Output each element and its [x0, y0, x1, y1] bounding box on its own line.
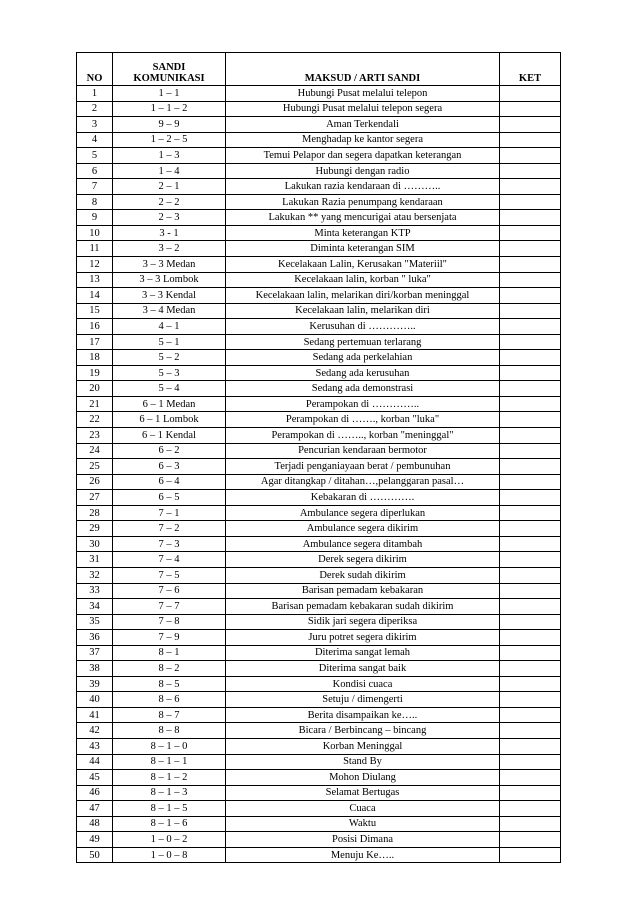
cell-ket	[500, 86, 561, 102]
cell-no: 5	[77, 148, 113, 164]
cell-ket	[500, 443, 561, 459]
cell-maksud: Temui Pelapor dan segera dapatkan keterangan	[226, 148, 500, 164]
cell-sandi: 7 – 7	[113, 599, 226, 615]
cell-maksud: Kecelakaan Lalin, Kerusakan "Materiil"	[226, 257, 500, 273]
cell-no: 27	[77, 490, 113, 506]
cell-sandi: 1 – 1 – 2	[113, 101, 226, 117]
cell-maksud: Sedang pertemuan terlarang	[226, 334, 500, 350]
table-row	[77, 412, 561, 428]
table-row	[77, 490, 561, 506]
table-row	[77, 801, 561, 817]
cell-maksud: Barisan pemadam kebakaran	[226, 583, 500, 599]
cell-sandi: 6 – 2	[113, 443, 226, 459]
cell-ket	[500, 583, 561, 599]
cell-sandi: 1 – 4	[113, 163, 226, 179]
cell-sandi: 8 – 1 – 0	[113, 738, 226, 754]
table-row	[77, 334, 561, 350]
table-row	[77, 194, 561, 210]
cell-sandi: 8 – 1 – 1	[113, 754, 226, 770]
cell-maksud: Perampokan di …………..	[226, 396, 500, 412]
cell-ket	[500, 225, 561, 241]
table-row	[77, 770, 561, 786]
cell-sandi: 4 – 1	[113, 319, 226, 335]
cell-maksud: Derek sudah dikirim	[226, 567, 500, 583]
table-row	[77, 210, 561, 226]
cell-ket	[500, 194, 561, 210]
cell-sandi: 3 – 4 Medan	[113, 303, 226, 319]
table-row	[77, 132, 561, 148]
cell-ket	[500, 257, 561, 273]
cell-no: 37	[77, 645, 113, 661]
cell-sandi: 5 – 3	[113, 365, 226, 381]
cell-ket	[500, 412, 561, 428]
cell-ket	[500, 599, 561, 615]
cell-maksud: Hubungi Pusat melalui telepon	[226, 86, 500, 102]
table-row	[77, 536, 561, 552]
cell-no: 12	[77, 257, 113, 273]
table-row	[77, 599, 561, 615]
cell-maksud: Ambulance segera ditambah	[226, 536, 500, 552]
cell-sandi: 7 – 6	[113, 583, 226, 599]
cell-ket	[500, 132, 561, 148]
table-row	[77, 723, 561, 739]
table-row	[77, 443, 561, 459]
cell-sandi: 8 – 1 – 2	[113, 770, 226, 786]
table-row	[77, 552, 561, 568]
cell-sandi: 1 – 2 – 5	[113, 132, 226, 148]
cell-maksud: Sidik jari segera diperiksa	[226, 614, 500, 630]
cell-maksud: Berita disampaikan ke…..	[226, 707, 500, 723]
cell-sandi: 3 – 3 Kendal	[113, 288, 226, 304]
cell-maksud: Kecelakaan lalin, korban " luka"	[226, 272, 500, 288]
cell-sandi: 7 – 3	[113, 536, 226, 552]
cell-ket	[500, 210, 561, 226]
cell-sandi: 1 – 3	[113, 148, 226, 164]
cell-maksud: Stand By	[226, 754, 500, 770]
cell-maksud: Setuju / dimengerti	[226, 692, 500, 708]
cell-maksud: Hubungi Pusat melalui telepon segera	[226, 101, 500, 117]
table-row	[77, 754, 561, 770]
cell-maksud: Diterima sangat baik	[226, 661, 500, 677]
cell-maksud: Posisi Dimana	[226, 832, 500, 848]
cell-no: 6	[77, 163, 113, 179]
table-row	[77, 583, 561, 599]
cell-ket	[500, 163, 561, 179]
cell-sandi: 6 – 1 Medan	[113, 396, 226, 412]
table-row	[77, 381, 561, 397]
cell-maksud: Pencurian kendaraan bermotor	[226, 443, 500, 459]
cell-maksud: Barisan pemadam kebakaran sudah dikirim	[226, 599, 500, 615]
cell-sandi: 1 – 1	[113, 86, 226, 102]
table-row	[77, 521, 561, 537]
cell-maksud: Sedang ada perkelahian	[226, 350, 500, 366]
cell-ket	[500, 117, 561, 133]
cell-maksud: Kondisi cuaca	[226, 676, 500, 692]
cell-sandi: 2 – 2	[113, 194, 226, 210]
cell-sandi: 8 – 1 – 6	[113, 816, 226, 832]
table-row	[77, 117, 561, 133]
cell-maksud: Derek segera dikirim	[226, 552, 500, 568]
cell-ket	[500, 552, 561, 568]
table-row	[77, 474, 561, 490]
table-row	[77, 785, 561, 801]
cell-no: 26	[77, 474, 113, 490]
cell-maksud: Cuaca	[226, 801, 500, 817]
radio-code-table	[76, 52, 561, 863]
cell-maksud: Perampokan di ……., korban "luka"	[226, 412, 500, 428]
cell-ket	[500, 785, 561, 801]
cell-sandi: 1 – 0 – 2	[113, 832, 226, 848]
cell-no: 48	[77, 816, 113, 832]
cell-ket	[500, 614, 561, 630]
cell-no: 42	[77, 723, 113, 739]
cell-no: 15	[77, 303, 113, 319]
table-row	[77, 148, 561, 164]
table-row	[77, 459, 561, 475]
cell-maksud: Kecelakaan lalin, melarikan diri	[226, 303, 500, 319]
cell-maksud: Terjadi penganiayaan berat / pembunuhan	[226, 459, 500, 475]
table-row	[77, 272, 561, 288]
cell-maksud: Kecelakaan lalin, melarikan diri/korban meninggal	[226, 288, 500, 304]
cell-sandi: 8 – 2	[113, 661, 226, 677]
cell-sandi: 6 – 4	[113, 474, 226, 490]
cell-maksud: Menuju Ke…..	[226, 847, 500, 863]
cell-no: 10	[77, 225, 113, 241]
cell-sandi: 3 – 3 Lombok	[113, 272, 226, 288]
cell-ket	[500, 847, 561, 863]
cell-ket	[500, 350, 561, 366]
cell-no: 24	[77, 443, 113, 459]
cell-ket	[500, 738, 561, 754]
cell-maksud: Aman Terkendali	[226, 117, 500, 133]
cell-no: 29	[77, 521, 113, 537]
table-row	[77, 257, 561, 273]
cell-no: 47	[77, 801, 113, 817]
cell-maksud: Ambulance segera dikirim	[226, 521, 500, 537]
cell-sandi: 9 – 9	[113, 117, 226, 133]
cell-sandi: 3 – 2	[113, 241, 226, 257]
cell-maksud: Diminta keterangan SIM	[226, 241, 500, 257]
cell-no: 7	[77, 179, 113, 195]
table-header	[77, 53, 561, 86]
cell-ket	[500, 567, 561, 583]
table-row	[77, 319, 561, 335]
header-sandi-line1: SANDI	[152, 62, 186, 73]
cell-no: 18	[77, 350, 113, 366]
cell-ket	[500, 381, 561, 397]
table-row	[77, 428, 561, 444]
cell-no: 49	[77, 832, 113, 848]
cell-ket	[500, 148, 561, 164]
cell-sandi: 8 – 8	[113, 723, 226, 739]
cell-no: 45	[77, 770, 113, 786]
table-row	[77, 630, 561, 646]
header-maksud: MAKSUD / ARTI SANDI	[226, 53, 500, 86]
cell-no: 22	[77, 412, 113, 428]
cell-no: 21	[77, 396, 113, 412]
table-row	[77, 350, 561, 366]
cell-sandi: 7 – 1	[113, 505, 226, 521]
cell-sandi: 7 – 9	[113, 630, 226, 646]
cell-ket	[500, 365, 561, 381]
cell-ket	[500, 288, 561, 304]
table-row	[77, 661, 561, 677]
table-row	[77, 738, 561, 754]
cell-maksud: Sedang ada kerusuhan	[226, 365, 500, 381]
cell-maksud: Korban Meninggal	[226, 738, 500, 754]
cell-sandi: 5 – 1	[113, 334, 226, 350]
cell-sandi: 7 – 8	[113, 614, 226, 630]
cell-ket	[500, 396, 561, 412]
cell-ket	[500, 428, 561, 444]
table-row	[77, 288, 561, 304]
cell-ket	[500, 101, 561, 117]
cell-maksud: Selamat Bertugas	[226, 785, 500, 801]
cell-sandi: 5 – 2	[113, 350, 226, 366]
cell-ket	[500, 459, 561, 475]
cell-no: 32	[77, 567, 113, 583]
cell-no: 4	[77, 132, 113, 148]
cell-ket	[500, 630, 561, 646]
cell-sandi: 8 – 1 – 5	[113, 801, 226, 817]
cell-ket	[500, 707, 561, 723]
cell-ket	[500, 723, 561, 739]
cell-maksud: Kebakaran di ………….	[226, 490, 500, 506]
cell-sandi: 3 – 3 Medan	[113, 257, 226, 273]
cell-no: 3	[77, 117, 113, 133]
header-row	[77, 53, 561, 86]
cell-no: 13	[77, 272, 113, 288]
cell-no: 9	[77, 210, 113, 226]
cell-ket	[500, 272, 561, 288]
cell-ket	[500, 536, 561, 552]
cell-no: 33	[77, 583, 113, 599]
cell-no: 14	[77, 288, 113, 304]
cell-maksud: Lakukan razia kendaraan di ………..	[226, 179, 500, 195]
cell-no: 39	[77, 676, 113, 692]
table-row	[77, 303, 561, 319]
cell-maksud: Mohon Diulang	[226, 770, 500, 786]
cell-no: 34	[77, 599, 113, 615]
cell-no: 20	[77, 381, 113, 397]
cell-sandi: 1 – 0 – 8	[113, 847, 226, 863]
cell-ket	[500, 770, 561, 786]
table-row	[77, 707, 561, 723]
cell-maksud: Lakukan Razia penumpang kendaraan	[226, 194, 500, 210]
table-row	[77, 101, 561, 117]
table-row	[77, 163, 561, 179]
cell-sandi: 7 – 2	[113, 521, 226, 537]
cell-sandi: 8 – 7	[113, 707, 226, 723]
table-row	[77, 614, 561, 630]
cell-no: 46	[77, 785, 113, 801]
cell-no: 36	[77, 630, 113, 646]
cell-sandi: 6 – 3	[113, 459, 226, 475]
cell-no: 43	[77, 738, 113, 754]
cell-ket	[500, 505, 561, 521]
cell-sandi: 2 – 3	[113, 210, 226, 226]
cell-ket	[500, 816, 561, 832]
cell-sandi: 6 – 5	[113, 490, 226, 506]
cell-ket	[500, 754, 561, 770]
cell-sandi: 6 – 1 Lombok	[113, 412, 226, 428]
table-body	[77, 86, 561, 863]
cell-no: 28	[77, 505, 113, 521]
cell-ket	[500, 334, 561, 350]
cell-no: 1	[77, 86, 113, 102]
cell-maksud: Diterima sangat lemah	[226, 645, 500, 661]
cell-ket	[500, 801, 561, 817]
table-row	[77, 847, 561, 863]
cell-maksud: Minta keterangan KTP	[226, 225, 500, 241]
cell-ket	[500, 319, 561, 335]
header-no: NO	[77, 53, 113, 86]
table-row	[77, 645, 561, 661]
table-row	[77, 832, 561, 848]
table-row	[77, 692, 561, 708]
cell-ket	[500, 645, 561, 661]
cell-maksud: Ambulance segera diperlukan	[226, 505, 500, 521]
header-sandi-komunikasi	[113, 53, 226, 86]
cell-ket	[500, 303, 561, 319]
cell-sandi: 8 – 1	[113, 645, 226, 661]
cell-maksud: Agar ditangkap / ditahan…,pelanggaran pasal…	[226, 474, 500, 490]
cell-no: 40	[77, 692, 113, 708]
cell-maksud: Perampokan di …….., korban "meninggal"	[226, 428, 500, 444]
cell-ket	[500, 179, 561, 195]
cell-no: 8	[77, 194, 113, 210]
cell-maksud: Hubungi dengan radio	[226, 163, 500, 179]
cell-no: 50	[77, 847, 113, 863]
cell-ket	[500, 241, 561, 257]
header-ket: KET	[500, 53, 561, 86]
table-row	[77, 505, 561, 521]
cell-maksud: Bicara / Berbincang – bincang	[226, 723, 500, 739]
cell-no: 2	[77, 101, 113, 117]
cell-no: 31	[77, 552, 113, 568]
table-row	[77, 365, 561, 381]
table-row	[77, 567, 561, 583]
cell-sandi: 8 – 5	[113, 676, 226, 692]
cell-maksud: Juru potret segera dikirim	[226, 630, 500, 646]
cell-maksud: Lakukan ** yang mencurigai atau bersenjata	[226, 210, 500, 226]
cell-no: 30	[77, 536, 113, 552]
table-row	[77, 179, 561, 195]
cell-maksud: Menghadap ke kantor segera	[226, 132, 500, 148]
cell-maksud: Kerusuhan di …………..	[226, 319, 500, 335]
cell-ket	[500, 490, 561, 506]
cell-no: 35	[77, 614, 113, 630]
cell-ket	[500, 676, 561, 692]
table-row	[77, 225, 561, 241]
cell-sandi: 8 – 6	[113, 692, 226, 708]
cell-sandi: 5 – 4	[113, 381, 226, 397]
table-row	[77, 396, 561, 412]
cell-ket	[500, 661, 561, 677]
cell-no: 44	[77, 754, 113, 770]
cell-no: 38	[77, 661, 113, 677]
cell-sandi: 7 – 5	[113, 567, 226, 583]
cell-sandi: 6 – 1 Kendal	[113, 428, 226, 444]
cell-no: 16	[77, 319, 113, 335]
cell-ket	[500, 521, 561, 537]
cell-maksud: Sedang ada demonstrasi	[226, 381, 500, 397]
cell-ket	[500, 692, 561, 708]
table-row	[77, 241, 561, 257]
cell-sandi: 7 – 4	[113, 552, 226, 568]
table-row	[77, 816, 561, 832]
cell-no: 17	[77, 334, 113, 350]
cell-sandi: 8 – 1 – 3	[113, 785, 226, 801]
cell-no: 25	[77, 459, 113, 475]
header-sandi-line2: KOMUNIKASI	[133, 73, 205, 84]
cell-no: 41	[77, 707, 113, 723]
cell-ket	[500, 832, 561, 848]
cell-no: 19	[77, 365, 113, 381]
cell-maksud: Waktu	[226, 816, 500, 832]
cell-no: 11	[77, 241, 113, 257]
table-row	[77, 86, 561, 102]
table-row	[77, 676, 561, 692]
cell-ket	[500, 474, 561, 490]
cell-no: 23	[77, 428, 113, 444]
cell-sandi: 3 - 1	[113, 225, 226, 241]
cell-sandi: 2 – 1	[113, 179, 226, 195]
